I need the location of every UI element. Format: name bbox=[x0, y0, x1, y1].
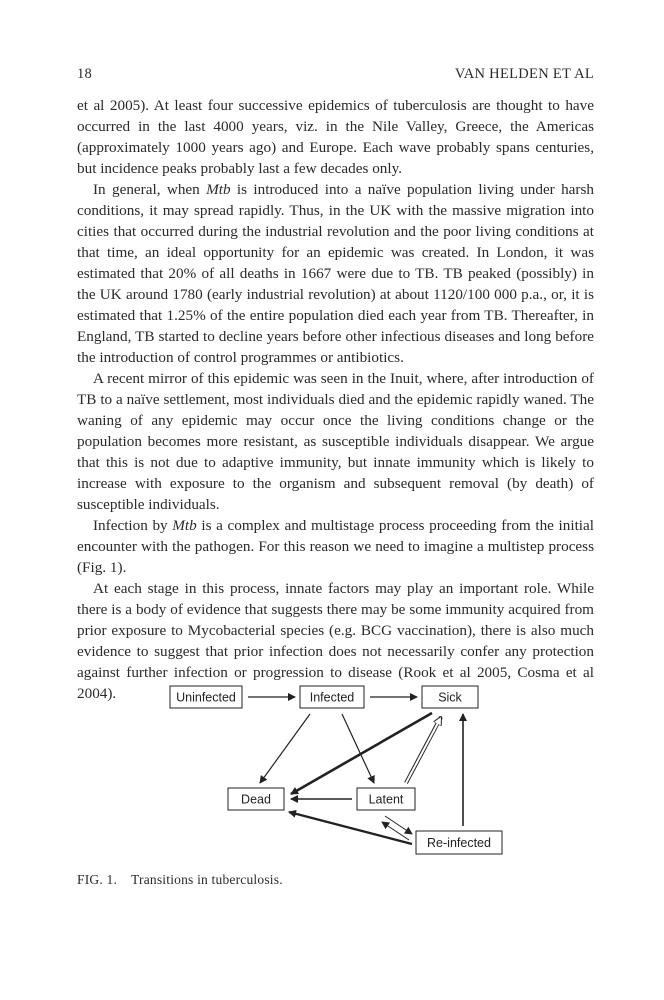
arrow-sick-dead bbox=[291, 713, 432, 794]
arrow-latent-sick-inner bbox=[406, 721, 439, 783]
mtb-italic: Mtb bbox=[172, 517, 197, 534]
mtb-italic: Mtb bbox=[206, 181, 231, 198]
page-number: 18 bbox=[77, 66, 93, 82]
svg-text:Sick: Sick bbox=[438, 690, 462, 705]
running-header bbox=[77, 66, 594, 86]
node-latent bbox=[357, 788, 415, 810]
svg-text:Uninfected: Uninfected bbox=[176, 690, 236, 705]
arrow-latent-reinfected bbox=[385, 816, 412, 834]
paragraph-1: et al 2005). At least four successive epidemics of tuberculosis are thought to have occurred in the last 4000 years, viz. in the Nile Valley, Greece, the Americas (approximately 1000 years ago) and Europe. Each wave probably spans centuries, but incidence peaks probably last a few decades only. bbox=[77, 97, 594, 177]
tb-transition-diagram bbox=[160, 676, 520, 866]
node-infected bbox=[300, 686, 364, 708]
running-head: VAN HELDEN ET AL bbox=[454, 66, 594, 82]
svg-text:Latent: Latent bbox=[368, 792, 404, 807]
caption-text: Transitions in tuberculosis. bbox=[131, 872, 283, 887]
svg-text:Re-infected: Re-infected bbox=[427, 836, 491, 850]
svg-text:Dead: Dead bbox=[241, 792, 271, 807]
node-reinfected bbox=[416, 831, 502, 854]
node-sick bbox=[422, 686, 478, 708]
body-text bbox=[77, 95, 594, 704]
arrow-infected-dead bbox=[260, 714, 310, 783]
paragraph-3: A recent mirror of this epidemic was seen in the Inuit, where, after introduction of TB to a naïve settlement, most individuals died and the epidemic rapidly waned. The waning of any epidemic may occur once the living conditions change or the population becomes more resistant, as susceptible individuals disappear. We argue that this is not due to adaptive immunity, but innate immunity which is likely to increase with exposure to the organism and subsequent removal (by death) of susceptible individuals. bbox=[77, 370, 594, 513]
paragraph-4: Infection by Mtb is a complex and multistage process proceeding from the initial encounter with the pathogen. For this reason we need to imagine a multistep process (Fig. 1). bbox=[77, 517, 594, 576]
paragraph-5: At each stage in this process, innate factors may play an important role. While there is a body of evidence that suggests there may be some immunity acquired from prior exposure to Mycobacterial species (e.g. BCG vaccination), there is also much evidence to suggest that prior infection does not necessarily confer any protection against further infection or progression to disease (Rook et al 2005, Cosma et al 2004). bbox=[77, 580, 594, 702]
paragraph-2: In general, when Mtb is introduced into a naïve population living under harsh conditions, it may spread rapidly. Thus, in the UK with the massive migration into cities that occurred during the industrial revolution and the poor living conditions at that time, an ideal opportunity for an epidemic was created. In London, it was estimated that 20% of all deaths in 1667 were due to TB. TB peaked (possibly) in the UK around 1780 (early industrial revolution) at about 1120/100 000 p.a., or, it is estimated that 1.25% of the entire population died each year from TB. Thereafter, in England, TB started to decline years before other infectious diseases and long before the introduction of control programmes or antibiotics. bbox=[77, 181, 594, 366]
node-dead bbox=[228, 788, 284, 810]
svg-text:Infected: Infected bbox=[309, 690, 355, 705]
figure-caption bbox=[77, 872, 283, 888]
caption-label: FIG. 1. bbox=[77, 872, 118, 887]
node-uninfected bbox=[170, 686, 242, 708]
arrow-reinfected-dead bbox=[289, 812, 412, 844]
